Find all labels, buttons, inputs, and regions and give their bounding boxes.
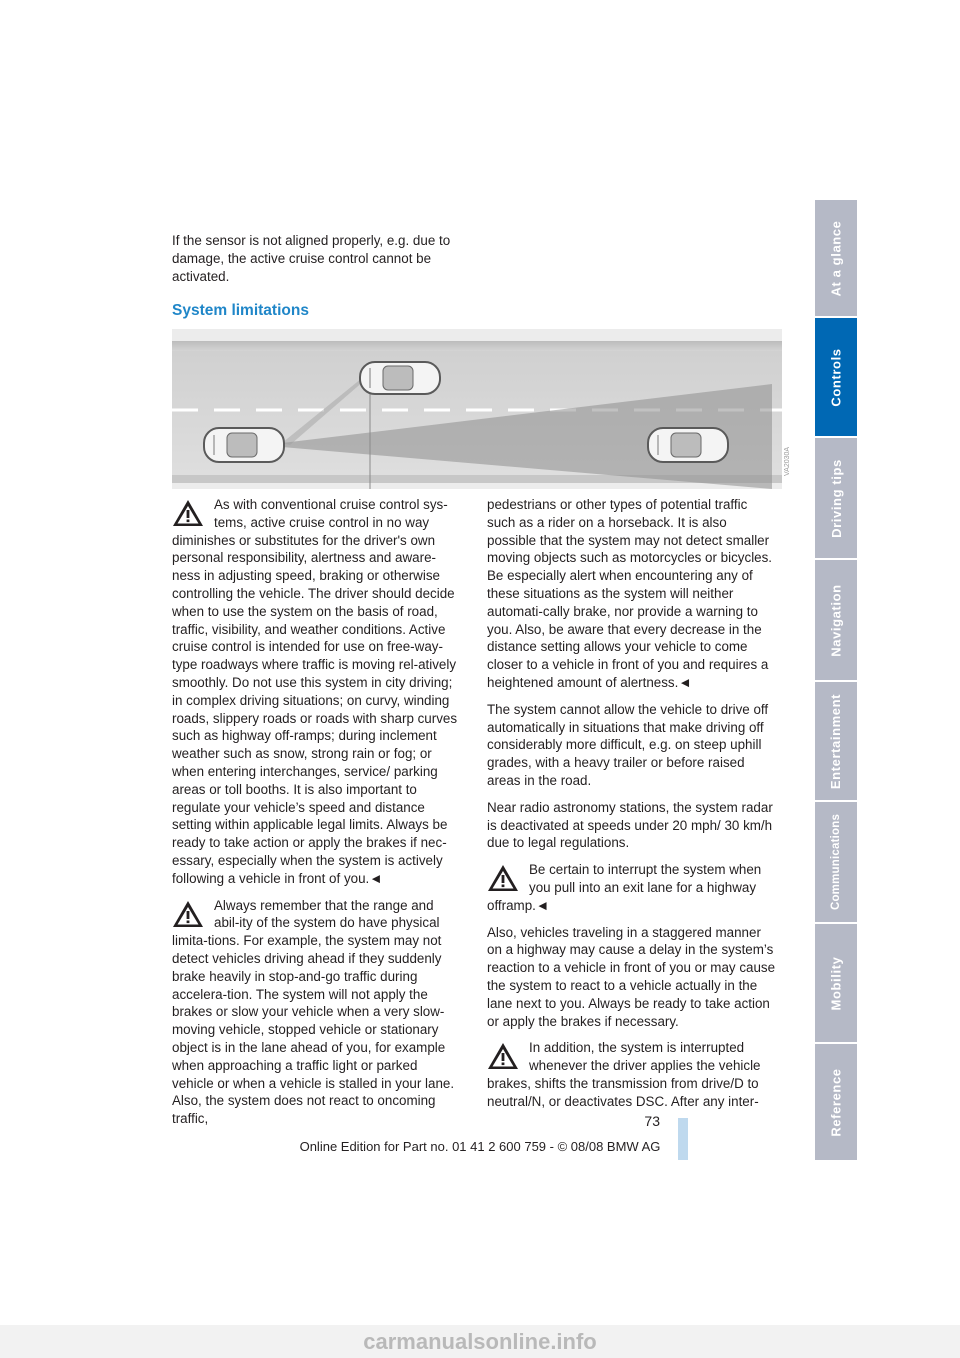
right-column xyxy=(487,496,777,1120)
warning-paragraph xyxy=(172,897,462,1128)
warning-text: Always remember that the range and abil-ity of the system do have physical limita-tions. For example, the system may not detect vehicles driving ahead if they suddenly brake heavily in stop-and-go traffic during accelera-tion. The system will not apply the brakes or slow your vehicle when a very slow-moving vehicle, stopped vehicle or stationary object is in the lane ahead of you, for example when approaching a traffic light or parked vehicle or when a vehicle is stalled in your lane. Also, the system does not react to oncoming traffic, xyxy=(172,897,455,1127)
tab-controls[interactable]: Controls xyxy=(815,316,857,436)
tab-driving-tips[interactable]: Driving tips xyxy=(815,436,857,558)
warning-text: In addition, the system is interrupted whenever the driver applies the vehicle brakes, shifts the transmission from drive/D to neutral/N, or deactivates DSC. After any inter- xyxy=(487,1040,761,1109)
warning-text: As with conventional cruise control sys-tems, active cruise control in no way diminishes or substitutes for the driver's own personal responsibility, alertness and aware-ness in adjusting speed, braking or otherwise controlling the vehicle. The driver should decide when to use the system on the basis of road, traffic, visibility, and weather conditions. Active cruise control is intended for use on free-way-type roadways where traffic is moving rel-atively smoothly. Do not use this system in city driving; in complex driving situations; on curvy, winding roads, slippery roads or roads with sharp curves such as highway off-ramps; during inclement weather such as snow, strong rain or fog; or when entering interchanges, service/ parking areas or toll booths. It is also important to regulate your vehicle’s speed and distance setting within applicable legal limits. Always be ready to take action or apply the brakes if nec-essary, especially when the system is actively following a vehicle in front of you.◄ xyxy=(172,497,458,886)
warning-paragraph xyxy=(487,861,777,914)
body-paragraph: Near radio astronomy stations, the system radar is deactivated at speeds under 20 mph/ 30 km/h due to legal regulations. xyxy=(487,799,773,851)
tab-navigation[interactable]: Navigation xyxy=(815,558,857,680)
left-column xyxy=(172,496,462,1137)
watermark[interactable]: carmanualsonline.info xyxy=(0,1325,960,1358)
radar-diagram xyxy=(172,329,782,489)
tab-mobility[interactable]: Mobility xyxy=(815,922,857,1042)
tab-communications[interactable]: Communications xyxy=(815,800,857,922)
tab-entertainment[interactable]: Entertainment xyxy=(815,680,857,800)
chapter-sidebar xyxy=(815,198,857,1160)
warning-text: Be certain to interrupt the system when you pull into an exit lane for a highway offramp.◄ xyxy=(487,862,762,913)
car-ahead-icon xyxy=(648,428,728,462)
page-number: 73 xyxy=(644,1113,660,1129)
figure-code: VA2030A xyxy=(784,446,791,476)
tab-at-a-glance[interactable]: At a glance xyxy=(815,198,857,316)
warning-icon xyxy=(487,863,519,893)
warning-icon xyxy=(172,498,204,528)
own-car-icon xyxy=(204,428,284,462)
tab-reference[interactable]: Reference xyxy=(815,1042,857,1160)
car-adjacent-lane-icon xyxy=(360,362,440,394)
section-title: System limitations xyxy=(172,302,309,319)
body-paragraph: pedestrians or other types of potential traffic such as a rider on a horseback. It is also possible that the system may not detect smaller moving objects such as motorcycles or bicycles. Be especially alert when encountering any of these situations as the system will neither automati-cally brake, nor provide a warning to you. Also, be aware that every decrease in the distance setting allows your vehicle to come closer to a vehicle in front of you and requires a heightened amount of alertness.◄ xyxy=(487,497,773,690)
system-limitations-figure xyxy=(172,329,782,489)
body-paragraph: Also, vehicles traveling in a staggered manner on a highway may cause a delay in the system’s reaction to a vehicle in front of you or may cause the system to react to a vehicle actually in the lane next to you. Always be ready to take action or apply the brakes if necessary. xyxy=(487,924,776,1029)
body-paragraph: The system cannot allow the vehicle to drive off automatically in situations that make driving off considerably more difficult, e.g. on steep uphill grades, with a heavy trailer or before raised areas in the road. xyxy=(487,701,769,788)
road-shoulder-top xyxy=(172,341,782,351)
warning-paragraph xyxy=(172,496,462,888)
warning-icon xyxy=(487,1041,519,1071)
warning-icon xyxy=(172,899,204,929)
warning-paragraph xyxy=(487,1039,777,1110)
footer-edition: Online Edition for Part no. 01 41 2 600 759 - © 08/08 BMW AG xyxy=(299,1139,661,1154)
intro-paragraph: If the sensor is not aligned properly, e.g. due to damage, the active cruise control cannot be activated. xyxy=(172,233,451,284)
